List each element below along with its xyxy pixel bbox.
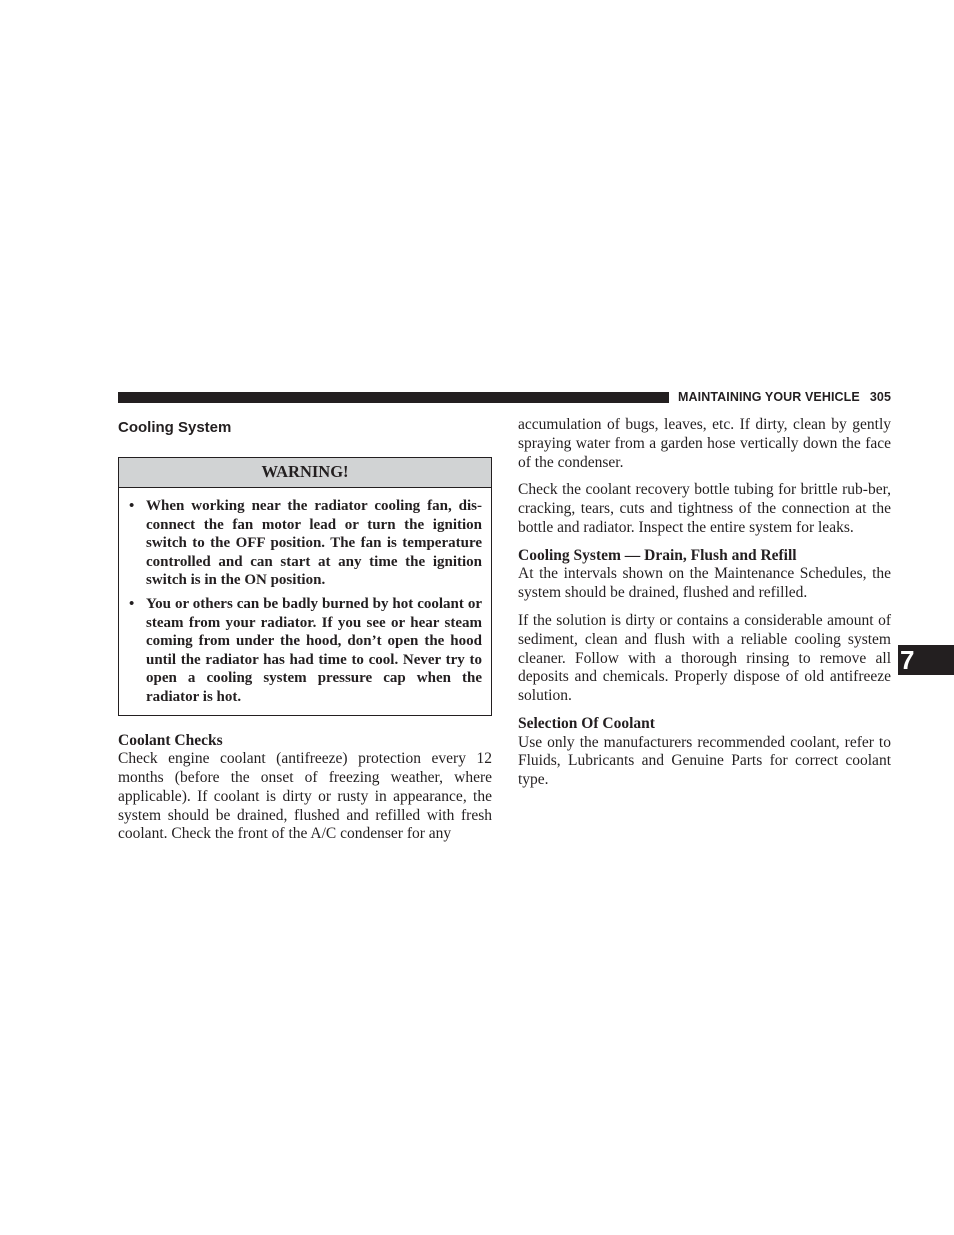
header-rule (118, 392, 669, 403)
chapter-tab: 7 (898, 645, 954, 675)
warning-list (119, 488, 491, 715)
section-title: Cooling System (118, 419, 232, 436)
page-number: 305 (869, 390, 891, 404)
coolant-checks-text: Check engine coolant (antifreeze) protection every 12 months (before the onset of freezing weather, where applicable). If coolant is dirty or rusty in appearance, the system should be drained, flushed and refilled with fresh coolant. Check the front of the A/C condenser for any (118, 750, 492, 843)
drain-flush-heading: Cooling System — Drain, Flush and Refill (518, 546, 797, 564)
right-column (518, 416, 891, 790)
left-column (118, 416, 492, 844)
bullet-icon: • (129, 498, 135, 514)
drain-flush-text: At the intervals shown on the Maintenance Schedules, the system should be drained, flushed and refilled. (518, 565, 891, 602)
running-header (678, 390, 891, 404)
condenser-text: accumulation of bugs, leaves, etc. If dirty, clean by gently spraying water from a garden hose vertically down the face of the condenser. (518, 416, 891, 471)
recovery-bottle-text: Check the coolant recovery bottle tubing for brittle rub-ber, cracking, tears, cuts and tightness of the connection at the bottle and radiator. Inspect the entire system for leaks. (518, 481, 891, 536)
warning-title: WARNING! (119, 458, 491, 488)
warning-item-text: When working near the radiator cooling fan, dis-connect the fan motor lead or turn the ignition switch to the OFF position. The fan is temperature controlled and can start at any time the ignition switch is in the ON position. (146, 498, 482, 589)
warning-box (118, 457, 492, 716)
warning-item (129, 595, 482, 707)
warning-item (129, 497, 482, 590)
cleaning-text: If the solution is dirty or contains a considerable amount of sediment, clean and flush with a reliable cooling system cleaner. Follow with a thorough rinsing to remove all deposits and chemicals. Properly dispose of old antifreeze solution. (518, 611, 891, 705)
header-section-title: MAINTAINING YOUR VEHICLE (678, 390, 860, 404)
selection-heading: Selection Of Coolant (518, 714, 655, 732)
coolant-checks-heading: Coolant Checks (118, 731, 223, 749)
bullet-icon: • (129, 595, 135, 612)
warning-item-text: You or others can be badly burned by hot coolant or steam from your radiator. If you see or hear steam coming from under the hood, don’t open the hood until the radiator has had time to cool. Never try to open a cooling system pressure cap when the radiator is hot. (146, 595, 482, 705)
selection-text: Use only the manufacturers recommended coolant, refer to Fluids, Lubricants and Genuine Parts for correct coolant type. (518, 733, 891, 789)
